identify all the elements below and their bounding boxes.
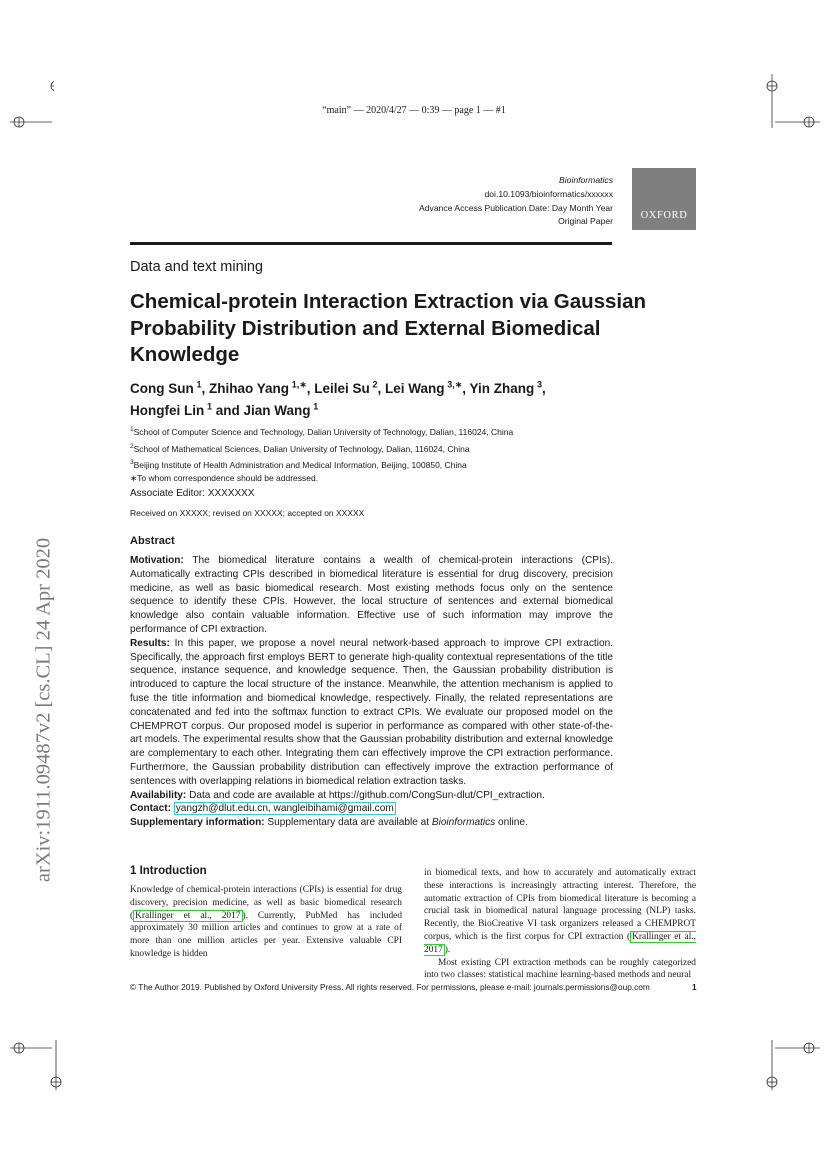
author-list bbox=[130, 375, 610, 420]
paper-title: Chemical-protein Interaction Extraction via Gaussian Probability Distribution and External Biomedical Knowledge bbox=[130, 290, 647, 366]
paragraph: in biomedical texts, and how to accurately and automatically extract these interactions is increasingly attracting interest. Therefore, the automatic extraction of CPIs from biomedical literature is becoming a crucial task in biomedical natural language processing (NLP) tasks. Recently, the BioCreative VI task organizers released a CHEMPROT corpus, which is the first corpus for CPI extraction ( Krallinger et al., 2017 ). bbox=[424, 868, 696, 955]
affiliation: $^3$Beijing Institute of Health Administration and Medical Information, Beijing, 100850, China bbox=[130, 459, 467, 471]
abstract-contact: Contact: yangzh@dlut.edu.cn, wangleibihami@gmail.com bbox=[130, 803, 394, 815]
running-header: “main” — 2020/4/27 — 0:39 — page 1 — #1 bbox=[322, 105, 506, 116]
crop-mark-top-right bbox=[765, 74, 820, 128]
abstract-supplementary: Supplementary information: Supplementary data are available at Bioinformatics online. bbox=[130, 817, 528, 829]
author: Jian Wang $^1$ bbox=[243, 401, 319, 418]
citation-link[interactable]: Krallinger et al., 2017 bbox=[135, 910, 241, 921]
abstract-body bbox=[130, 554, 613, 830]
journal-doi: doi.10.1093/bioinformatics/xxxxxx bbox=[484, 188, 613, 199]
journal-access-date: Advance Access Publication Date: Day Month Year bbox=[419, 202, 613, 213]
introduction-column-left bbox=[130, 884, 402, 961]
journal-info bbox=[419, 174, 613, 229]
author: Zhihao Yang $^{1,∗}$, bbox=[208, 379, 315, 396]
author: Lei Wang $^{3,∗}$, bbox=[385, 379, 470, 396]
paragraph: Knowledge of chemical-protein interactions (CPIs) is essential for drug discovery, precision medicine, as well as basic biomedical research ( Krallinger et al., 2017 ). Currently, PubMed has included approximately 30 million articles and continues to grow at a rate of more than one million articles per year. Extensive valuable CPI knowledge is hidden bbox=[130, 885, 403, 959]
author: Yin Zhang $^3$, bbox=[469, 379, 546, 396]
affiliation: $^1$School of Computer Science and Technology, Dalian University of Technology, Dalian, 116024, China bbox=[130, 426, 514, 437]
oxford-logo: OXFORD bbox=[632, 168, 696, 230]
page-number: 1 bbox=[692, 982, 697, 992]
abstract-motivation: Motivation: The biomedical literature contains a wealth of chemical-protein interactions (CPIs). Automatically extracting CPIs described in biomedical literature is essential for drug discovery, precision medicine, as well as basic biomedical research. Most existing methods focus only on the sentence sequence to identify these CPIs. However, the local structure of sentences and external biomedical knowledge also contain valuable information. Effective use of such information may improve the performance of CPI extraction. bbox=[130, 555, 614, 635]
contact-email-link[interactable]: yangzh@dlut.edu.cn, wangleibihami@gmail.com bbox=[175, 803, 394, 815]
citation-link[interactable]: Krallinger et al., 2017 bbox=[424, 931, 696, 955]
crop-mark-bottom-left bbox=[10, 1040, 66, 1090]
abstract-results: Results: In this paper, we propose a novel neural network-based approach to improve CPI extraction. Specifically, the approach first employs BERT to generate high-quality contextual representations of the title sequence, instance sequence, and knowledge sequence. Then, the Gaussian probability distribution is introduced to capture the local structure of the instance. Meanwhile, the attention mechanism is applied to fuse the title information and biomedical knowledge, respectively. Finally, the related representations are concatenated and fed into the softmax function to extract CPIs. We evaluate our proposed model on the CHEMPROT corpus. Our proposed model is superior in performance as compared with other state-of-the-art models. The experimental results show that the Gaussian probability distribution and external knowledge are complementary to each other. Integrating them can effectively improve the CPI extraction performance. Furthermore, the Gaussian probability distribution can effectively improve the extraction performance of sentences with overlapping relations in biomedical relation extraction tasks. bbox=[130, 637, 613, 787]
author: Leilei Su $^2$, bbox=[314, 379, 386, 396]
arxiv-stamp: arXiv:1911.09487v2 [cs.CL] 24 Apr 2020 bbox=[32, 537, 55, 883]
associate-editor: Associate Editor: XXXXXXX bbox=[130, 488, 255, 499]
copyright-footer: © The Author 2019. Published by Oxford University Press. All rights reserved. For permissions, please e-mail: journals.permissions@oup.com bbox=[130, 982, 650, 992]
introduction-column-right bbox=[424, 867, 696, 982]
abstract-availability: Availability: Data and code are available at https://github.com/CongSun-dlut/CPI_extraction. bbox=[130, 789, 545, 801]
crop-mark-top-left bbox=[10, 74, 54, 128]
crop-mark-bottom-right bbox=[765, 1040, 820, 1090]
journal-paper-type: Original Paper bbox=[558, 216, 613, 227]
section-label: Data and text mining bbox=[130, 259, 263, 275]
received-dates: Received on XXXXX; revised on XXXXX; accepted on XXXXX bbox=[130, 508, 365, 518]
affiliation: $^2$School of Mathematical Sciences, Dalian University of Technology, Dalian, 116024, China bbox=[130, 442, 470, 454]
header-rule bbox=[130, 242, 612, 245]
correspondence-note: ∗To whom correspondence should be addressed. bbox=[130, 473, 319, 483]
abstract-heading: Abstract bbox=[130, 535, 175, 547]
affiliations bbox=[130, 423, 610, 473]
introduction-heading: 1 Introduction bbox=[130, 865, 207, 877]
journal-name: Bioinformatics bbox=[559, 175, 613, 185]
paragraph: Most existing CPI extraction methods can be roughly categorized into two classes: statistical machine learning-based methods and neural bbox=[424, 957, 696, 981]
author: Cong Sun $^1$, bbox=[130, 379, 209, 396]
author: Hongfei Lin $^1$ and bbox=[130, 401, 244, 418]
